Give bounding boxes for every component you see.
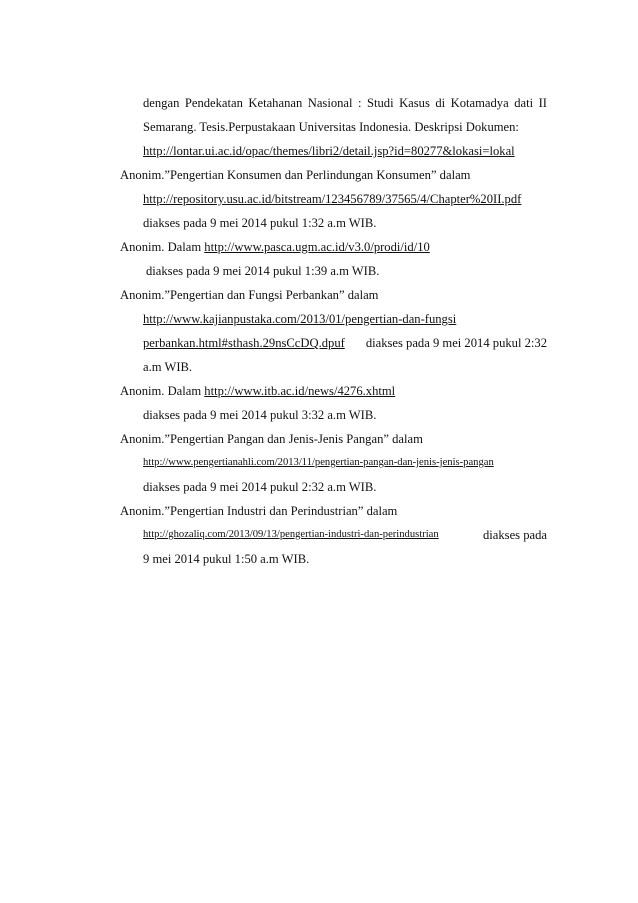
access-date: diakses pada 9 mei 2014 pukul 2:32 a.m WIB. (143, 480, 377, 494)
word: : (358, 96, 362, 110)
access-date: diakses pada (483, 528, 547, 542)
entry-line (143, 455, 494, 471)
entry-line (143, 95, 547, 111)
word: Kotamadya (450, 96, 509, 110)
word: di (435, 96, 446, 110)
entry-line (143, 335, 547, 351)
word: dengan (143, 96, 180, 110)
entry-line (143, 143, 515, 159)
entry-line (143, 311, 456, 327)
entry-line (143, 191, 521, 207)
access-date: diakses pada 9 mei 2014 pukul 2:32 (365, 336, 547, 350)
reference-link[interactable]: http://www.pasca.ugm.ac.id/v3.0/prodi/id/10 (204, 240, 430, 254)
access-date: diakses pada 9 mei 2014 pukul 1:39 a.m WIB. (146, 264, 380, 278)
reference-link[interactable]: http://www.itb.ac.id/news/4276.xhtml (204, 384, 396, 398)
word: II (538, 96, 547, 110)
entry-title: Anonim.”Pengertian Industri dan Perindustrian” dalam (120, 504, 398, 518)
entry-title (120, 383, 395, 399)
entry-line (143, 527, 547, 543)
access-date: 9 mei 2014 pukul 1:50 a.m WIB. (143, 552, 310, 566)
reference-link[interactable]: http://repository.usu.ac.id/bitstream/123456789/37565/4/Chapter%20II.pdf (143, 192, 522, 206)
word: Pendekatan (184, 96, 243, 110)
word: Studi (366, 96, 394, 110)
reference-link[interactable]: perbankan.html#sthash.29nsCcDQ.dpuf (143, 336, 345, 350)
word: Kasus (399, 96, 430, 110)
reference-link[interactable]: http://ghozaliq.com/2013/09/13/pengertian-industri-dan-perindustrian (143, 529, 439, 540)
word: dati (514, 96, 534, 110)
entry-prefix: Anonim. Dalam (120, 384, 205, 398)
word: Nasional (307, 96, 353, 110)
reference-link[interactable]: http://www.kajianpustaka.com/2013/01/pengertian-dan-fungsi (143, 312, 457, 326)
entry-title: Anonim.”Pengertian Konsumen dan Perlindungan Konsumen” dalam (120, 168, 471, 182)
access-date: a.m WIB. (143, 360, 193, 374)
reference-link[interactable]: http://www.pengertianahli.com/2013/11/pengertian-pangan-dan-jenis-jenis-pangan (143, 457, 494, 468)
access-date: diakses pada 9 mei 2014 pukul 3:32 a.m WIB. (143, 408, 377, 422)
entry-prefix: Anonim. Dalam (120, 240, 205, 254)
reference-link[interactable]: http://lontar.ui.ac.id/opac/themes/libri2/detail.jsp?id=80277&lokasi=lokal (143, 144, 515, 158)
entry-title: Anonim.”Pengertian Pangan dan Jenis-Jenis Pangan” dalam (120, 432, 423, 446)
entry-title (120, 239, 430, 255)
access-date: diakses pada 9 mei 2014 pukul 1:32 a.m WIB. (143, 216, 377, 230)
entry-title: Anonim.”Pengertian dan Fungsi Perbankan” dalam (120, 288, 379, 302)
word: Ketahanan (248, 96, 303, 110)
entry-line: Semarang. Tesis.Perpustakaan Universitas Indonesia. Deskripsi Dokumen: (143, 120, 519, 134)
